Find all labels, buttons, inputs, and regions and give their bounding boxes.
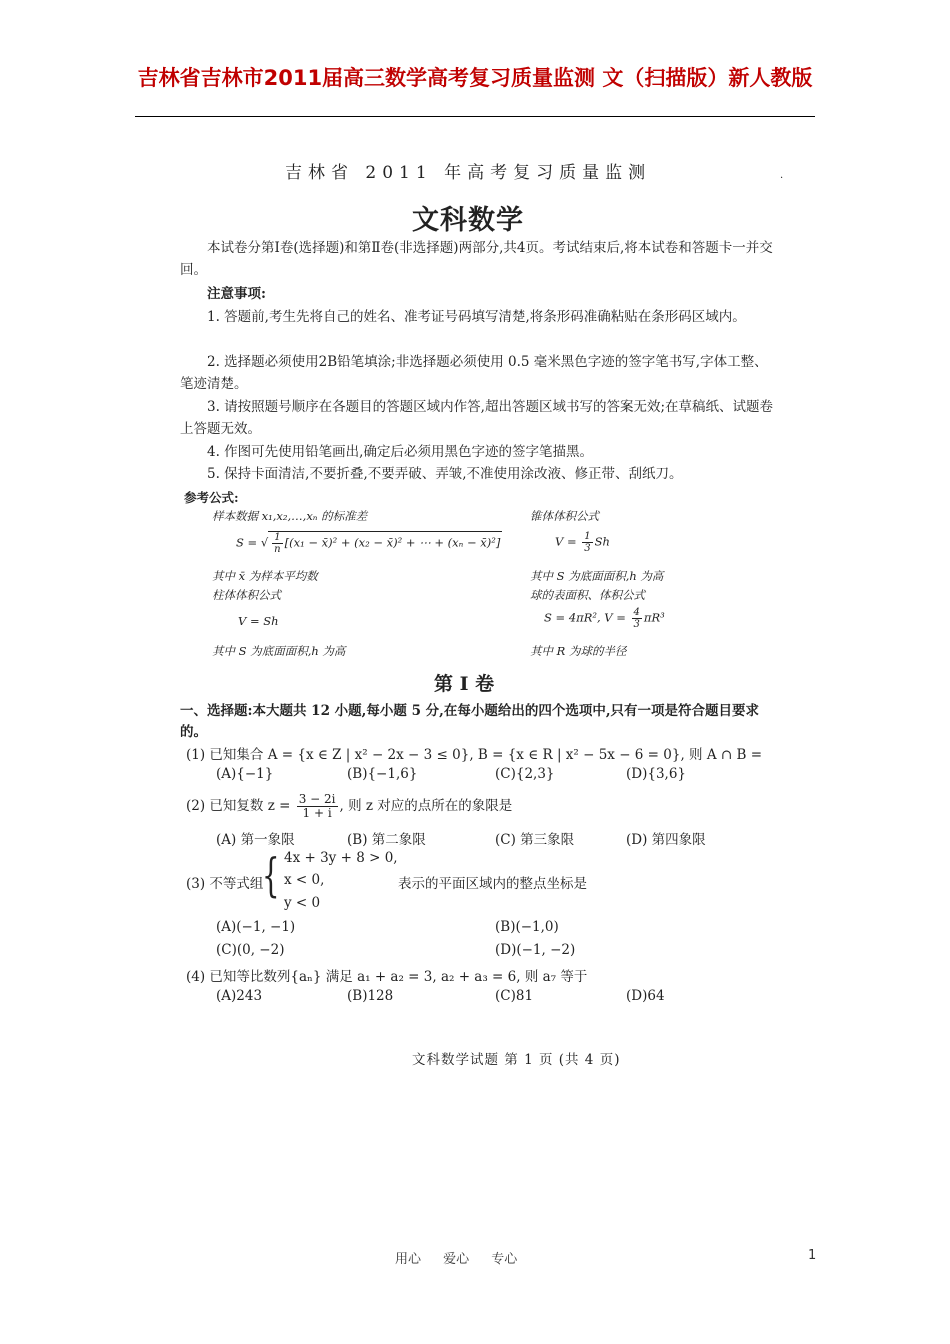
question-1-option: (A){−1} — [216, 766, 274, 782]
sphere-formula-note: 其中 R 为球的半径 — [530, 644, 627, 658]
question-1-option: (D){3,6} — [626, 766, 687, 782]
cylinder-formula: V = Sh — [238, 614, 279, 628]
exam-main-title: 文科数学 — [412, 205, 524, 236]
cone-formula: V = $\frac{1}{3}$ Sh — [555, 531, 610, 554]
notice-item: 2. 选择题必须使用2B铅笔填涂;非选择题必须使用 0.5 毫米黑色字迹的签字笔书写,字体工整、笔迹清楚。 — [180, 354, 768, 392]
question-4-option: (D)64 — [626, 988, 665, 1004]
question-3-option: (B)(−1,0) — [495, 919, 559, 935]
question-3-stem-tail: 表示的平面区域内的整点坐标是 — [398, 876, 587, 892]
question-1-stem: (1) 已知集合 A = {x ∈ Z | x² − 2x − 3 ≤ 0}, B = {x ∈ R | x² − 5x − 6 = 0}, 则 A ∩ B = — [186, 747, 763, 763]
cone-formula-note: 其中 S 为底面面积,h 为高 — [530, 569, 664, 583]
notice-item: 4. 作图可先使用铅笔画出,确定后必须用黑色字迹的签字笔描黑。 — [207, 444, 593, 460]
document-title: 吉林省吉林市2011届高三数学高考复习质量监测 文（扫描版）新人教版 — [137, 66, 813, 90]
sphere-formula: S = 4πR², V = $\frac{4}{3}$ πR³ — [544, 607, 665, 630]
page-footer-slogan: 用心 爱心 专心 — [395, 1252, 518, 1267]
question-2-stem: (2) 已知复数 z = $\frac{3 - 2i}{1 + i}$ , 则 z 对应的点所在的象限是 — [186, 792, 513, 820]
inequality-line: 4x + 3y + 8 > 0, — [284, 850, 398, 866]
cylinder-formula-label: 柱体体积公式 — [212, 588, 281, 602]
std-formula-note: 其中 x̄ 为样本平均数 — [212, 569, 318, 583]
question-4-option: (C)81 — [495, 988, 534, 1004]
cylinder-formula-note: 其中 S 为底面面积,h 为高 — [212, 644, 346, 658]
question-4-stem: (4) 已知等比数列{aₙ} 满足 a₁ + a₂ = 3, a₂ + a₃ = 6, 则 a₇ 等于 — [186, 969, 588, 985]
question-3-option: (D)(−1, −2) — [495, 942, 576, 958]
cone-formula-label: 锥体体积公式 — [530, 509, 599, 523]
title-divider — [135, 116, 815, 117]
question-3-stem: (3) 不等式组 — [186, 876, 264, 892]
question-3-option: (A)(−1, −1) — [216, 919, 296, 935]
question-2-option: (C) 第三象限 — [495, 832, 575, 848]
question-2-option: (B) 第二象限 — [347, 832, 426, 848]
sphere-formula-label: 球的表面积、体积公式 — [530, 588, 645, 602]
scan-dot: . — [780, 170, 784, 181]
notice-heading: 注意事项: — [207, 286, 266, 302]
notice-item: 5. 保持卡面清洁,不要折叠,不要弄破、弄皱,不准使用涂改液、修正带、刮纸刀。 — [207, 466, 683, 482]
exam-page-footer: 文科数学试题 第 1 页 (共 4 页) — [412, 1052, 621, 1068]
question-2-option: (D) 第四象限 — [626, 832, 706, 848]
notice-item: 1. 答题前,考生先将自己的姓名、准考证号码填写清楚,将条形码准确粘贴在条形码区域内。 — [207, 309, 746, 325]
question-3-option: (C)(0, −2) — [216, 942, 285, 958]
part-title: 第 Ⅰ 卷 — [434, 673, 495, 695]
formula-heading: 参考公式: — [184, 490, 239, 505]
exam-subheading: 吉林省 2011 年高考复习质量监测 — [285, 163, 652, 183]
system-brace: { — [262, 848, 280, 902]
page-number: 1 — [808, 1248, 817, 1263]
std-formula-label: 样本数据 x₁,x₂,…,xₙ 的标准差 — [212, 509, 368, 523]
question-1-option: (B){−1,6} — [347, 766, 418, 782]
std-formula: S = √ $\frac{1}{n}$ [(x₁ − x̄)² + (x₂ − x̄)² + ⋯ + (xₙ − x̄)²] — [236, 532, 501, 555]
question-4-option: (A)243 — [216, 988, 263, 1004]
question-2-option: (A) 第一象限 — [216, 832, 295, 848]
notice-item: 3. 请按照题号顺序在各题目的答题区域内作答,超出答题区域书写的答案无效;在草稿纸、试题卷上答题无效。 — [180, 399, 774, 437]
question-4-option: (B)128 — [347, 988, 394, 1004]
inequality-line: x < 0, — [284, 872, 325, 888]
exam-intro: 本试卷分第Ⅰ卷(选择题)和第Ⅱ卷(非选择题)两部分,共4页。考试结束后,将本试卷和答题卡一并交回。 — [180, 240, 773, 278]
question-1-option: (C){2,3} — [495, 766, 555, 782]
section-intro: 一、选择题:本大题共 12 小题,每小题 5 分,在每小题给出的四个选项中,只有一项是符合题目要求的。 — [180, 703, 760, 740]
inequality-line: y < 0 — [284, 895, 321, 911]
